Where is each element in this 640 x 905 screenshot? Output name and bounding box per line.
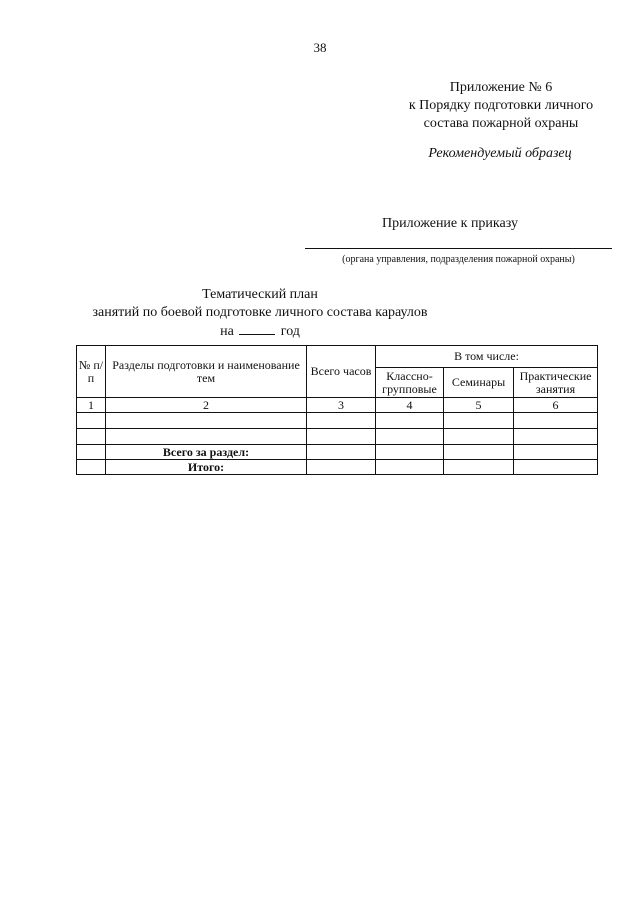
column-number-row xyxy=(77,398,598,413)
table-cell[interactable] xyxy=(77,413,106,429)
table-cell[interactable] xyxy=(514,413,598,429)
section-total-label: Всего за раздел: xyxy=(106,445,307,460)
table-cell[interactable] xyxy=(444,445,514,460)
table-cell[interactable] xyxy=(376,413,444,429)
plan-title-line-2: занятий по боевой подготовке личного состава караулов xyxy=(92,305,428,320)
header-row-1 xyxy=(77,346,598,368)
year-suffix: год xyxy=(280,324,300,339)
table-row xyxy=(77,429,598,445)
table-cell[interactable] xyxy=(444,429,514,445)
table-cell[interactable] xyxy=(376,445,444,460)
order-appendix-label: Приложение к приказу xyxy=(382,216,518,231)
table-cell[interactable] xyxy=(77,460,106,475)
table-cell[interactable] xyxy=(514,445,598,460)
column-number: 5 xyxy=(444,398,514,413)
header-total-hours: Всего часов xyxy=(307,346,376,398)
table-cell[interactable] xyxy=(106,429,307,445)
table-cell[interactable] xyxy=(514,460,598,475)
header-classroom: Классно-групповые xyxy=(376,368,444,398)
header-including: В том числе: xyxy=(376,346,598,368)
organization-name-line xyxy=(305,248,612,249)
column-number: 6 xyxy=(514,398,598,413)
recommended-sample-label: Рекомендуемый образец xyxy=(428,146,572,161)
header-seminars: Семинары xyxy=(444,368,514,398)
plan-year-line xyxy=(0,322,520,340)
plan-title-line-1: Тематический план xyxy=(202,287,318,302)
table-cell[interactable] xyxy=(376,460,444,475)
organization-caption: (органа управления, подразделения пожарной охраны) xyxy=(342,254,575,265)
column-number: 4 xyxy=(376,398,444,413)
plan-title xyxy=(0,286,520,322)
grand-total-label: Итого: xyxy=(106,460,307,475)
table-cell[interactable] xyxy=(307,460,376,475)
year-blank-field xyxy=(239,322,275,335)
page-number: 38 xyxy=(313,40,327,55)
appendix-line-2: к Порядку подготовки личного xyxy=(408,98,594,113)
table-row xyxy=(77,413,598,429)
table-cell[interactable] xyxy=(77,445,106,460)
header-sections: Разделы подготовки и наименование тем xyxy=(106,346,307,398)
table-cell[interactable] xyxy=(376,429,444,445)
table-cell[interactable] xyxy=(307,445,376,460)
section-total-row xyxy=(77,445,598,460)
column-number: 3 xyxy=(307,398,376,413)
appendix-header xyxy=(360,79,640,133)
appendix-line-1: Приложение № 6 xyxy=(449,80,553,95)
table-cell[interactable] xyxy=(77,429,106,445)
header-num: № п/п xyxy=(77,346,106,398)
year-prefix: на xyxy=(220,324,234,339)
table-cell[interactable] xyxy=(444,413,514,429)
table-cell[interactable] xyxy=(444,460,514,475)
table-cell[interactable] xyxy=(106,413,307,429)
table-cell[interactable] xyxy=(514,429,598,445)
table-cell[interactable] xyxy=(307,429,376,445)
thematic-plan-table xyxy=(76,345,598,475)
column-number: 2 xyxy=(106,398,307,413)
appendix-line-3: состава пожарной охраны xyxy=(423,116,579,131)
grand-total-row xyxy=(77,460,598,475)
header-practical: Практические занятия xyxy=(514,368,598,398)
column-number: 1 xyxy=(77,398,106,413)
table-cell[interactable] xyxy=(307,413,376,429)
